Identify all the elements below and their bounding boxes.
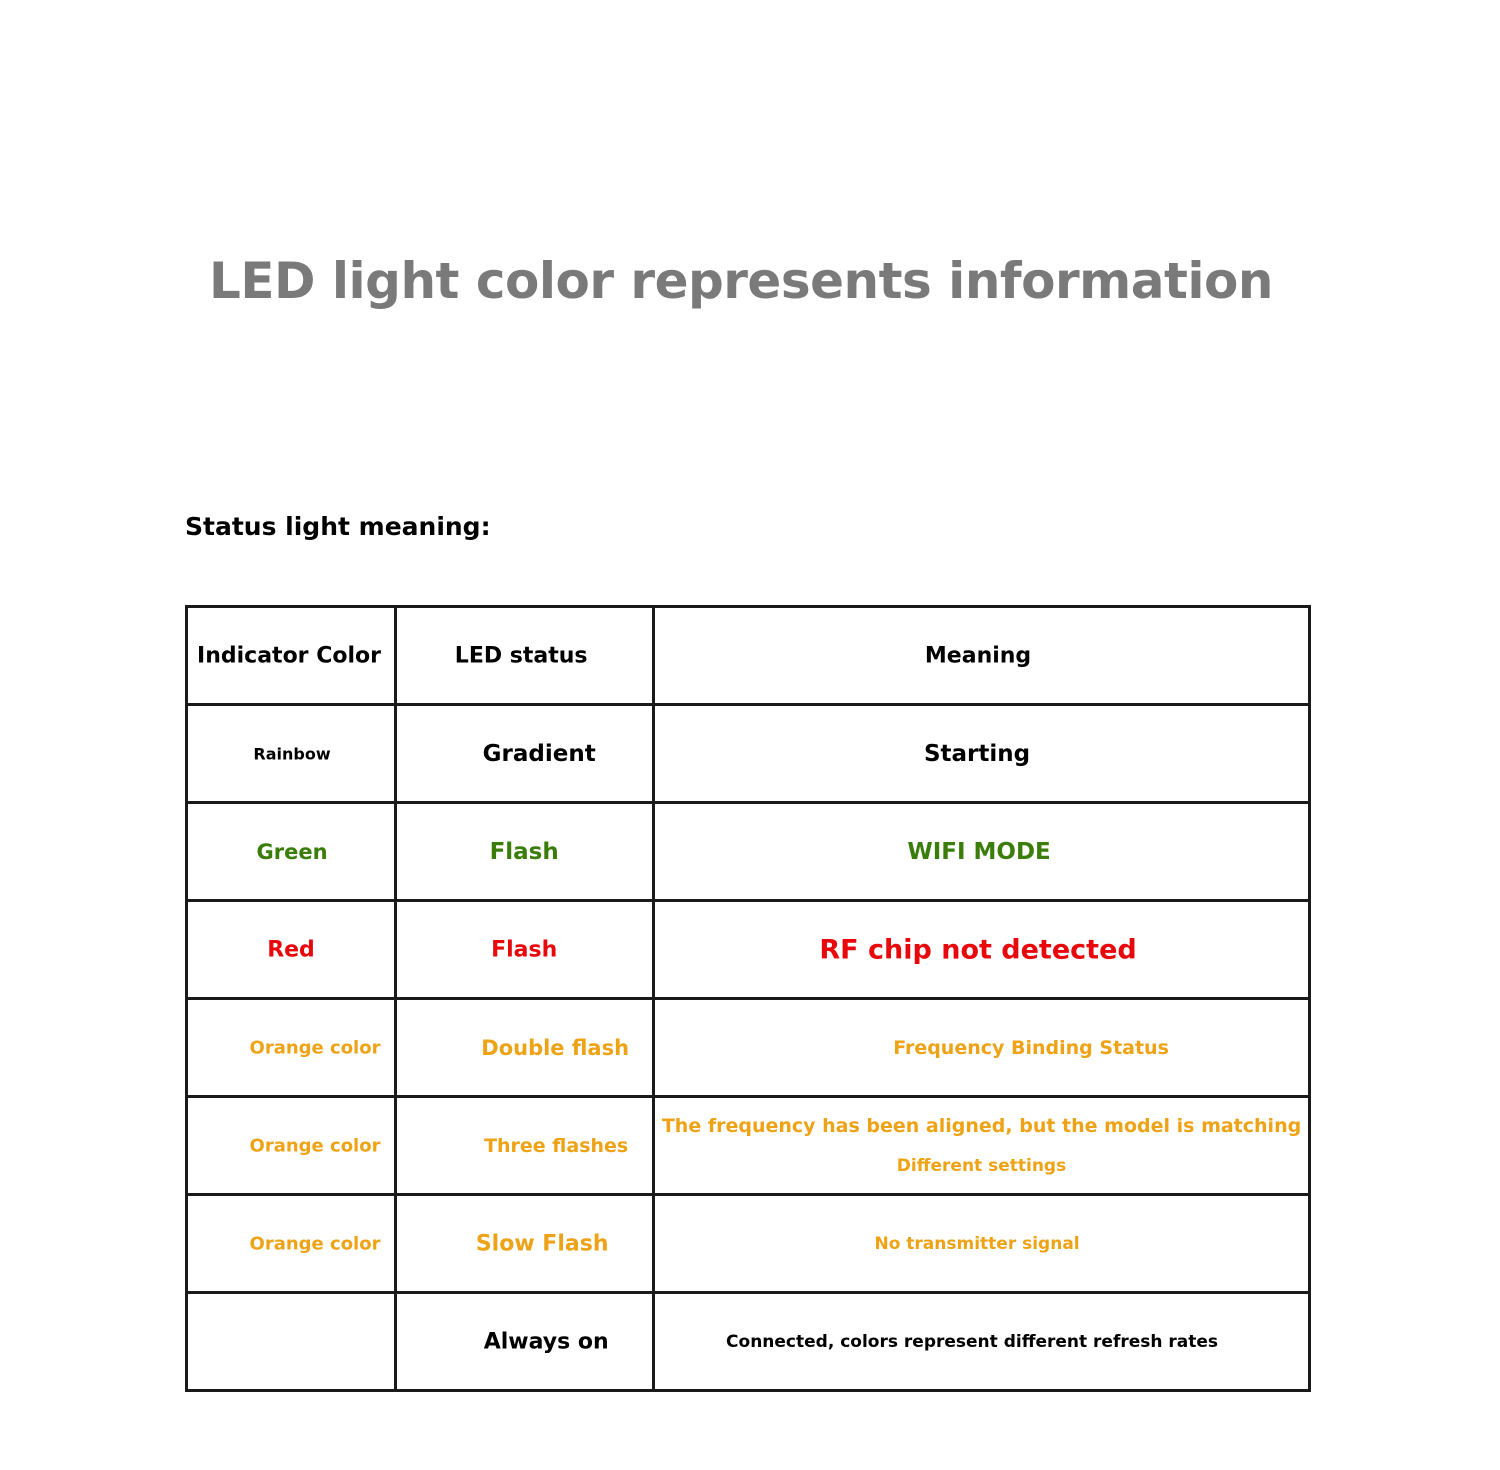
cell-led-status [396,1195,654,1293]
table-row [187,803,1310,901]
cell-indicator-color [187,901,396,999]
header-led-status: LED status [454,643,588,668]
header-cell-meaning [654,607,1310,705]
table-row [187,999,1310,1097]
cell-led-status [396,901,654,999]
cell-led-status [396,1097,654,1195]
cell-indicator-color [187,999,396,1097]
led-status-text: Always on [483,1329,609,1354]
cell-led-status [396,999,654,1097]
header-meaning: Meaning [924,643,1032,668]
cell-indicator-color [187,705,396,803]
cell-meaning [654,901,1310,999]
cell-indicator-color [187,803,396,901]
led-status-text: Flash [489,838,559,865]
table-row [187,705,1310,803]
meaning-multiline [662,1106,1301,1186]
cell-led-status [396,1293,654,1391]
meaning-line-1: The frequency has been aligned, but the model is matching [661,1114,1302,1137]
page-title: LED light color represents information [208,252,1274,310]
meaning-text: RF chip not detected [819,934,1137,965]
led-status-text: Three flashes [484,1134,629,1157]
header-indicator-color: Indicator Color [197,643,381,668]
table-row [187,901,1310,999]
meaning-text: Starting [923,740,1031,767]
cell-indicator-color [187,1293,396,1391]
meaning-line-2: Different settings [896,1155,1067,1176]
cell-led-status [396,803,654,901]
section-heading: Status light meaning: [185,512,491,541]
meaning-text: WIFI MODE [907,838,1051,865]
cell-meaning [654,1195,1310,1293]
cell-meaning [654,803,1310,901]
meaning-text: Frequency Binding Status [893,1036,1169,1059]
indicator-color-text: Orange color [249,1037,381,1058]
cell-meaning [654,999,1310,1097]
table-header-row [187,607,1310,705]
led-status-text: Slow Flash [475,1231,609,1256]
indicator-color-text: Rainbow [253,744,331,763]
cell-meaning [654,1293,1310,1391]
header-cell-indicator-color [187,607,396,705]
led-status-text: Double flash [481,1035,630,1060]
header-cell-led-status [396,607,654,705]
indicator-color-text: Green [256,839,328,864]
cell-meaning [654,1097,1310,1195]
indicator-color-text: Orange color [249,1233,381,1254]
table-row [187,1293,1310,1391]
cell-meaning [654,705,1310,803]
meaning-text: No transmitter signal [874,1233,1080,1254]
led-status-text: Flash [491,937,558,962]
indicator-color-text: Red [267,937,315,962]
status-light-table [185,605,1311,1392]
led-status-text: Gradient [482,740,596,767]
table-row [187,1097,1310,1195]
cell-indicator-color [187,1097,396,1195]
cell-led-status [396,705,654,803]
meaning-text: Connected, colors represent different refresh rates [726,1331,1219,1352]
cell-indicator-color [187,1195,396,1293]
indicator-color-text: Orange color [249,1135,381,1156]
table-row [187,1195,1310,1293]
